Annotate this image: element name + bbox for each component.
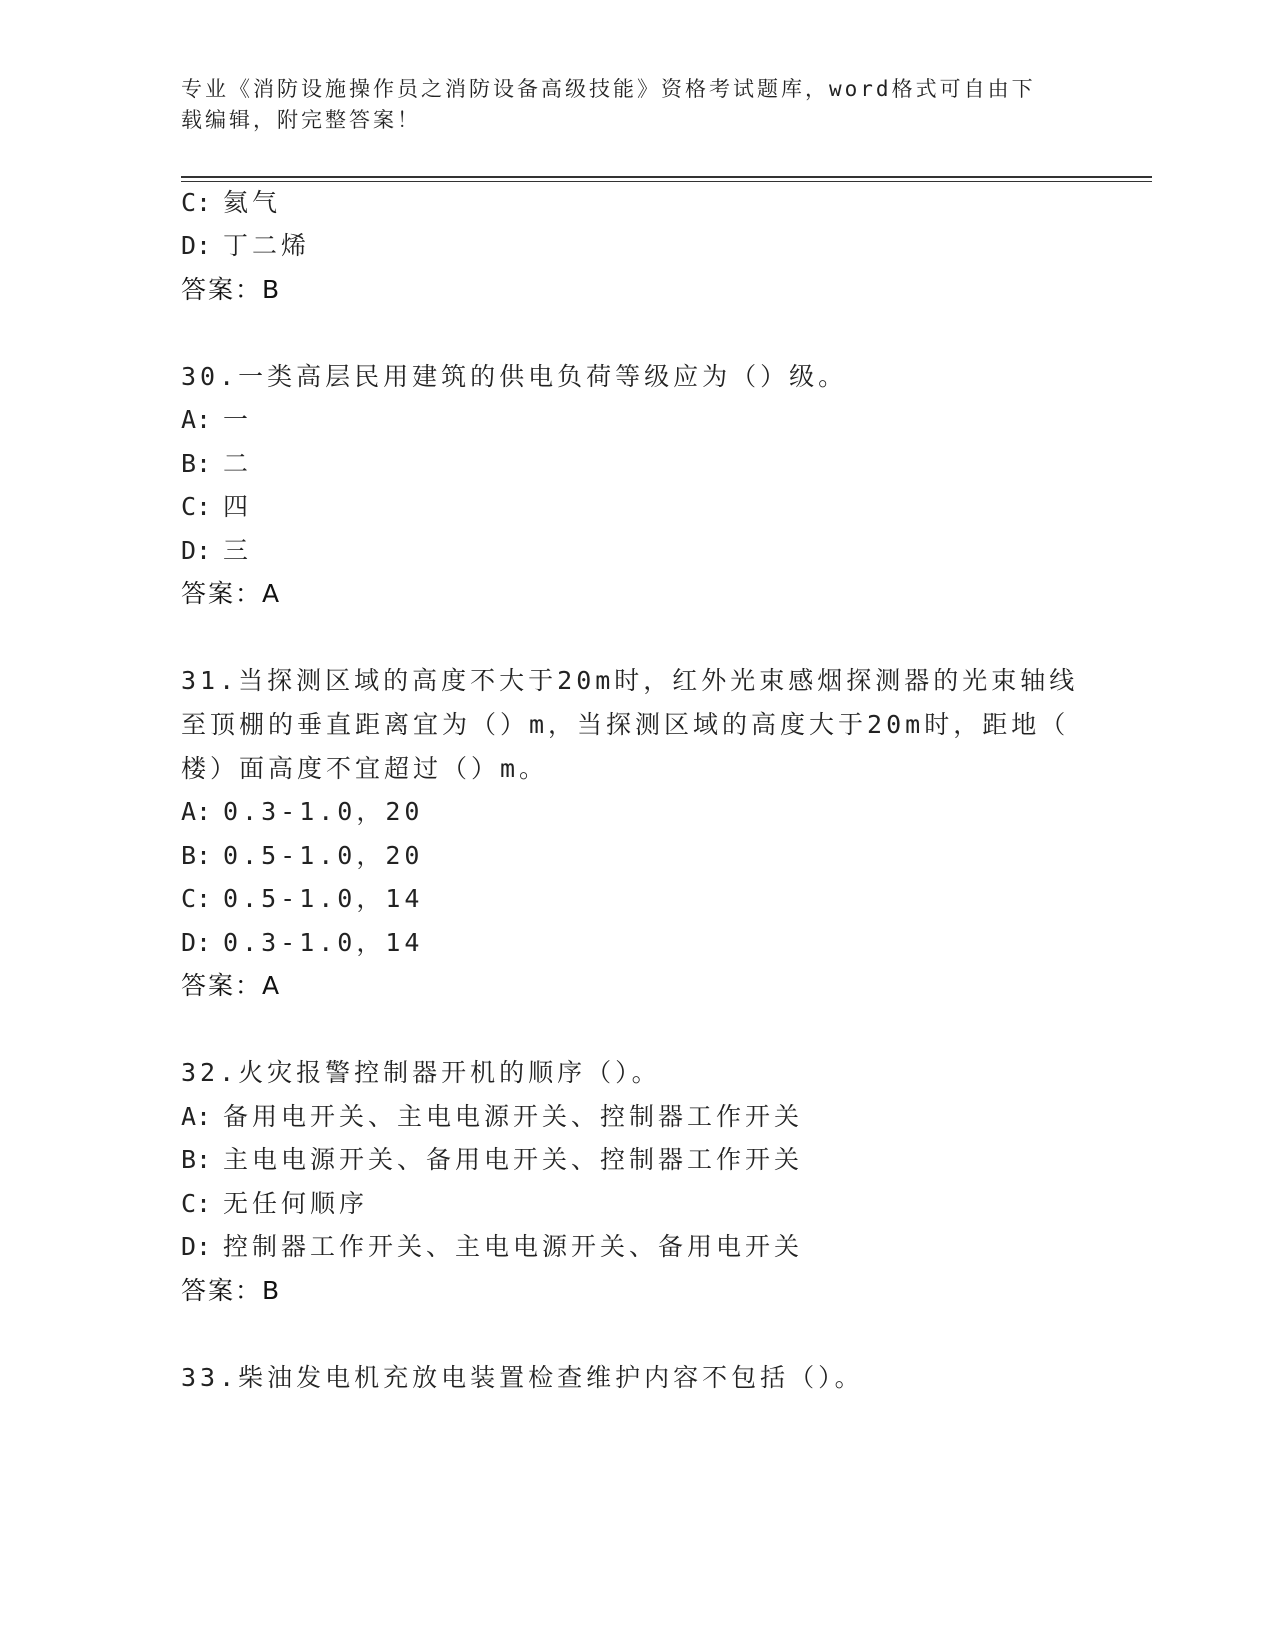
- option-text: 二: [223, 449, 253, 478]
- option-text: 主电电源开关、备用电开关、控制器工作开关: [223, 1145, 804, 1174]
- answer-line: 答案：A: [181, 971, 282, 1000]
- option-line: [181, 186, 281, 220]
- option-line: [181, 447, 252, 481]
- header-line-2: 载编辑，附完整答案！: [181, 108, 421, 132]
- option-label: D:: [181, 231, 212, 260]
- option-text: 备用电开关、主电电源开关、控制器工作开关: [223, 1102, 804, 1131]
- option-text: 0.3-1.0，14: [223, 928, 424, 957]
- option-label: C:: [181, 188, 212, 217]
- option-line: [181, 1230, 803, 1264]
- option-line: [181, 882, 423, 916]
- option-label: D:: [181, 928, 212, 957]
- option-label: C:: [181, 1189, 212, 1218]
- option-text: 0.5-1.0，14: [223, 884, 424, 913]
- option-line: [181, 926, 423, 960]
- header-rule-thin: [181, 181, 1152, 182]
- option-text: 四: [223, 492, 253, 521]
- header-line-1: 专业《消防设施操作员之消防设备高级技能》资格考试题库，word格式可自由下: [181, 77, 1036, 101]
- option-line: [181, 490, 252, 524]
- question-text: 31.当探测区域的高度不大于20m时，红外光束感烟探测器的光束轴线: [181, 666, 1079, 695]
- question-text: 32.火灾报警控制器开机的顺序（）。: [181, 1058, 661, 1087]
- option-text: 氦气: [223, 188, 282, 217]
- question-text: 至顶棚的垂直距离宜为（）m，当探测区域的高度大于20m时，距地（: [181, 710, 1070, 739]
- option-text: 三: [223, 536, 253, 565]
- option-label: A:: [181, 405, 212, 434]
- question-text: 楼）面高度不宜超过（）m。: [181, 754, 549, 783]
- option-label: C:: [181, 492, 212, 521]
- option-label: B:: [181, 1145, 212, 1174]
- option-text: 无任何顺序: [223, 1189, 369, 1218]
- option-text: 0.5-1.0，20: [223, 841, 424, 870]
- option-line: [181, 229, 310, 263]
- option-text: 0.3-1.0，20: [223, 797, 424, 826]
- option-text: 丁二烯: [223, 231, 311, 260]
- option-line: [181, 795, 423, 829]
- answer-line: 答案：A: [181, 579, 282, 608]
- option-line: [181, 839, 423, 873]
- answer-line: 答案：B: [181, 275, 282, 304]
- option-label: C:: [181, 884, 212, 913]
- header-rule-thick: [181, 176, 1152, 178]
- option-label: D:: [181, 1232, 212, 1261]
- option-line: [181, 1187, 368, 1221]
- option-text: 控制器工作开关、主电电源开关、备用电开关: [223, 1232, 804, 1261]
- option-label: B:: [181, 841, 212, 870]
- answer-line: 答案：B: [181, 1276, 282, 1305]
- question-text: 30.一类高层民用建筑的供电负荷等级应为（）级。: [181, 362, 848, 391]
- option-label: A:: [181, 797, 212, 826]
- option-label: A:: [181, 1102, 212, 1131]
- option-line: [181, 1100, 803, 1134]
- option-text: 一: [223, 405, 253, 434]
- option-label: D:: [181, 536, 212, 565]
- option-line: [181, 403, 252, 437]
- option-label: B:: [181, 449, 212, 478]
- option-line: [181, 534, 252, 568]
- question-text: 33.柴油发电机充放电装置检查维护内容不包括（）。: [181, 1363, 864, 1392]
- document-header: [181, 74, 1041, 136]
- option-line: [181, 1143, 803, 1177]
